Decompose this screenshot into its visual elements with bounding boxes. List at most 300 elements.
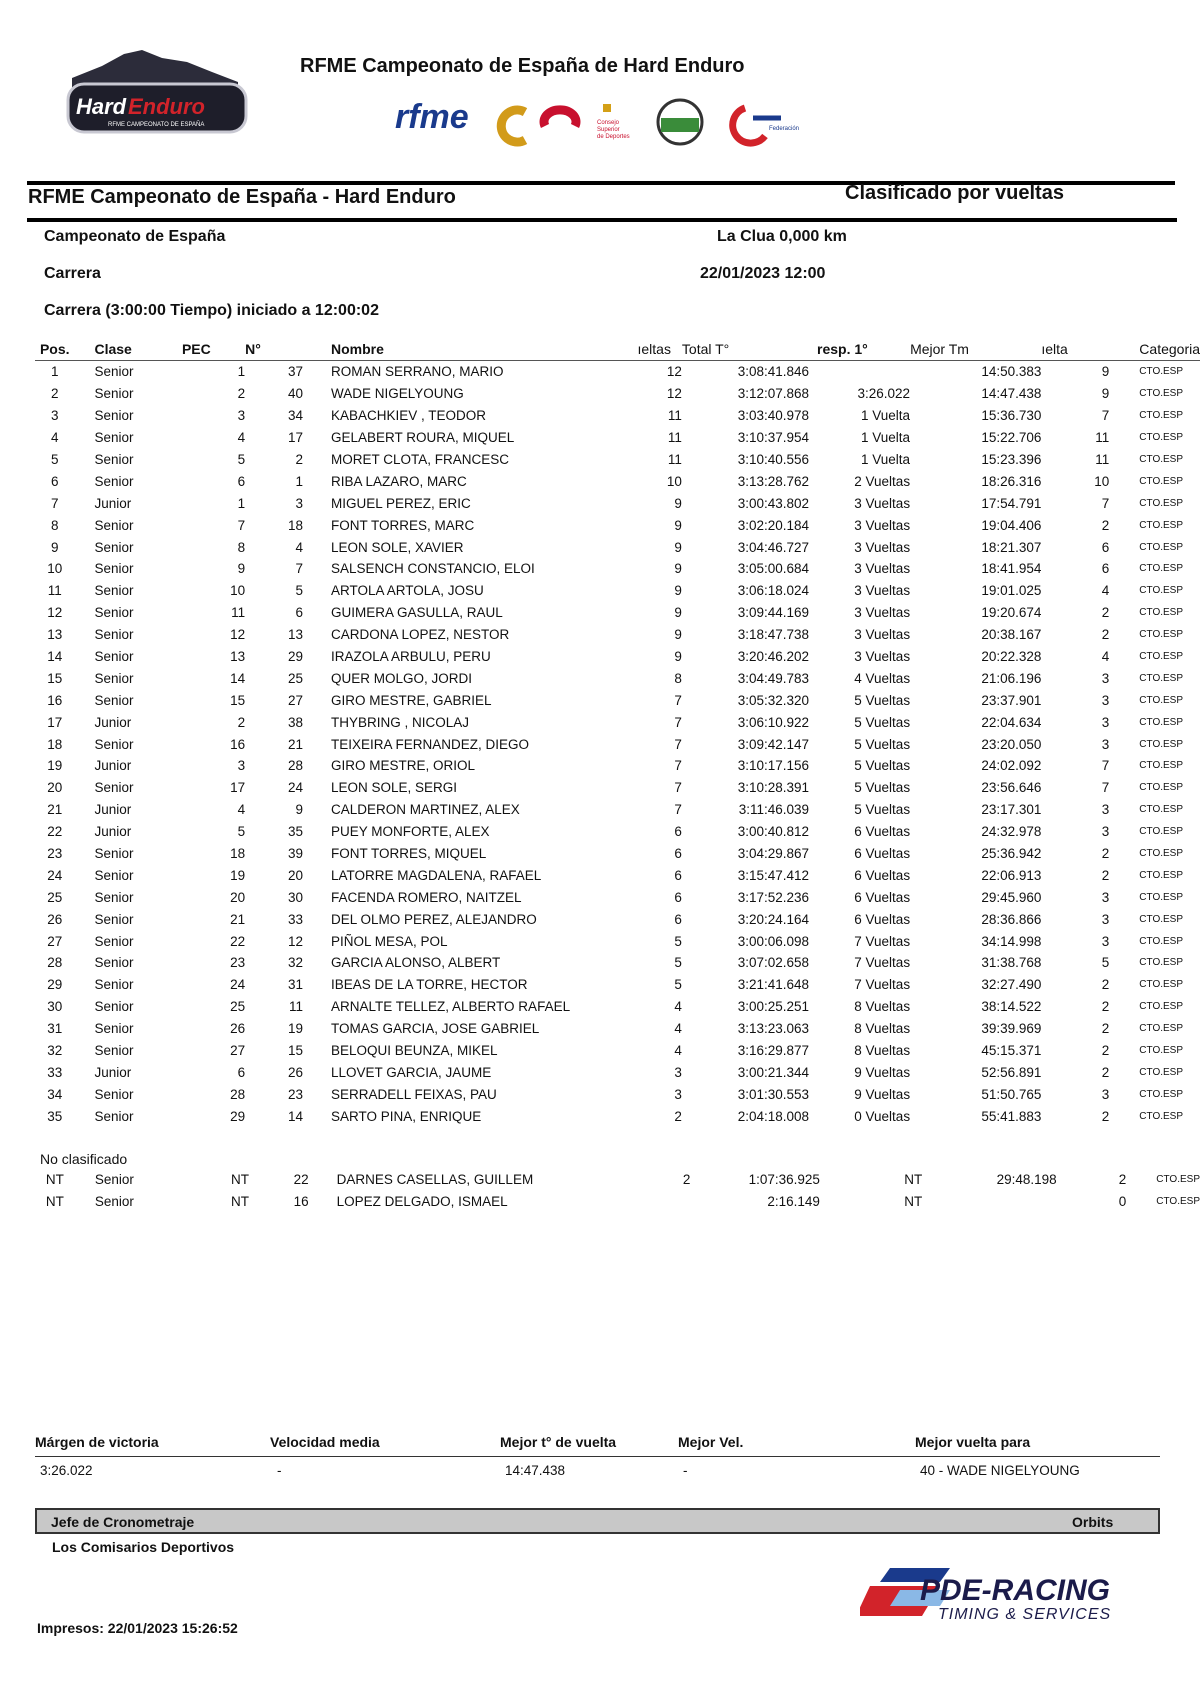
cell-mejor: 18:41.954 bbox=[981, 561, 1042, 577]
cell-vuelta: 7 bbox=[1101, 780, 1110, 796]
cell-categoria: CTO.ESP bbox=[1139, 388, 1184, 400]
cell-num: 17 bbox=[287, 430, 303, 446]
cell-vuelta: 3 bbox=[1101, 933, 1110, 949]
cell-num: 4 bbox=[295, 539, 303, 555]
cell-pos: 17 bbox=[47, 714, 63, 730]
cell-clase: Senior bbox=[94, 1194, 134, 1210]
cell-resp: 1 Vuelta bbox=[861, 430, 911, 446]
cell-pos: 3 bbox=[50, 408, 59, 424]
cell-pec: 13 bbox=[230, 649, 246, 665]
cell-resp: 3:26.022 bbox=[857, 386, 911, 402]
cell-nombre: LOPEZ DELGADO, ISMAEL bbox=[336, 1194, 508, 1210]
cell-vuelta: 2 bbox=[1101, 867, 1110, 883]
cell-vueltas: 4 bbox=[674, 999, 682, 1015]
cell-num: 15 bbox=[287, 1043, 303, 1059]
cell-pos: 10 bbox=[47, 561, 63, 577]
cell-num: 21 bbox=[287, 736, 303, 752]
cell-vueltas: 11 bbox=[667, 408, 682, 424]
cell-pec: 20 bbox=[230, 889, 246, 905]
cell-resp: 6 Vueltas bbox=[854, 824, 911, 840]
cell-clase: Senior bbox=[94, 517, 134, 533]
cell-mejor: 20:22.328 bbox=[981, 649, 1042, 665]
cell-total: 3:00:43.802 bbox=[737, 495, 810, 511]
table-row bbox=[35, 864, 1200, 886]
cell-resp: 6 Vueltas bbox=[854, 911, 911, 927]
cell-mejor: 25:36.942 bbox=[981, 846, 1042, 862]
cell-total: 3:12:07.868 bbox=[737, 386, 810, 402]
cell-vuelta: 10 bbox=[1094, 473, 1110, 489]
cell-vueltas: 9 bbox=[674, 539, 682, 555]
cell-vueltas: 9 bbox=[674, 627, 682, 643]
cell-resp: 3 Vueltas bbox=[854, 649, 911, 665]
cell-vueltas: 6 bbox=[674, 867, 682, 883]
cell-total: 3:04:29.867 bbox=[737, 846, 810, 862]
cell-pos: 25 bbox=[47, 889, 63, 905]
table-row bbox=[35, 405, 1200, 427]
table-row bbox=[35, 602, 1200, 624]
table-row bbox=[35, 1040, 1200, 1062]
cell-clase: Senior bbox=[94, 1021, 134, 1037]
cell-pos: 2 bbox=[50, 386, 59, 402]
cell-vueltas: 6 bbox=[674, 846, 682, 862]
cell-clase: Senior bbox=[94, 408, 134, 424]
table-row bbox=[35, 821, 1200, 843]
cell-categoria: CTO.ESP bbox=[1139, 1001, 1184, 1013]
timing-company: Orbits bbox=[1072, 1514, 1114, 1530]
cell-vueltas: 2 bbox=[682, 1172, 691, 1188]
table-row bbox=[35, 361, 1200, 383]
cell-mejor: 29:45.960 bbox=[981, 889, 1042, 905]
cell-clase: Senior bbox=[94, 1108, 134, 1124]
cell-pos: 21 bbox=[47, 802, 63, 818]
cell-resp: 8 Vueltas bbox=[854, 999, 911, 1015]
cell-pec: 22 bbox=[230, 933, 246, 949]
cell-pos: NT bbox=[45, 1172, 64, 1188]
results-header-row bbox=[35, 338, 1200, 361]
race-datetime: 22/01/2023 12:00 bbox=[700, 265, 826, 282]
logo-text-hard: Hard bbox=[76, 94, 127, 119]
cell-num: 23 bbox=[287, 1086, 303, 1102]
cell-pec: 8 bbox=[237, 539, 246, 555]
cell-categoria: CTO.ESP bbox=[1139, 1110, 1184, 1122]
cell-categoria: CTO.ESP bbox=[1139, 804, 1184, 816]
cell-vueltas: 3 bbox=[674, 1064, 682, 1080]
cell-total: 3:18:47.738 bbox=[737, 627, 810, 643]
cell-pos: 16 bbox=[47, 692, 63, 708]
cell-pec: 3 bbox=[237, 408, 246, 424]
cell-vuelta: 2 bbox=[1101, 846, 1110, 862]
cell-clase: Junior bbox=[94, 758, 132, 774]
cell-clase: Senior bbox=[94, 889, 134, 905]
hard-enduro-logo bbox=[62, 48, 252, 140]
cell-pos: 35 bbox=[47, 1108, 63, 1124]
svg-text:RFME CAMPEONATO DE ESPAÑA: RFME CAMPEONATO DE ESPAÑA bbox=[108, 122, 205, 128]
cell-pec: 28 bbox=[230, 1086, 246, 1102]
cell-pec: 6 bbox=[237, 473, 246, 489]
cell-resp bbox=[817, 361, 910, 383]
championship-label: Campeonato de España bbox=[44, 228, 226, 245]
cell-mejor: 24:32.978 bbox=[981, 824, 1042, 840]
cell-vuelta: 11 bbox=[1095, 430, 1110, 446]
cell-categoria: CTO.ESP bbox=[1139, 848, 1184, 860]
cell-vuelta: 2 bbox=[1118, 1172, 1127, 1188]
sort-label: Clasificado por vueltas bbox=[845, 182, 1064, 204]
cell-num: 26 bbox=[287, 1064, 303, 1080]
cell-total: 3:04:49.783 bbox=[737, 670, 810, 686]
cell-categoria: CTO.ESP bbox=[1139, 563, 1184, 575]
table-row bbox=[35, 974, 1200, 996]
table-row bbox=[35, 1191, 1200, 1213]
cell-total: 3:10:17.156 bbox=[737, 758, 810, 774]
cell-vuelta: 2 bbox=[1101, 1064, 1110, 1080]
cell-mejor: 23:20.050 bbox=[981, 736, 1042, 752]
cell-nombre: IRAZOLA ARBULU, PERU bbox=[330, 649, 491, 665]
best-lap-for-value: 40 - WADE NIGELYOUNG bbox=[920, 1463, 1080, 1478]
cell-num: 38 bbox=[287, 714, 303, 730]
cell-categoria: CTO.ESP bbox=[1139, 1023, 1184, 1035]
cell-vueltas: 5 bbox=[674, 955, 682, 971]
cell-vuelta: 4 bbox=[1101, 583, 1110, 599]
cell-num: 18 bbox=[287, 517, 303, 533]
cell-mejor: 19:04.406 bbox=[981, 517, 1042, 533]
cell-vueltas: 11 bbox=[667, 430, 682, 446]
cell-total: 3:15:47.412 bbox=[737, 867, 810, 883]
cell-total: 3:02:20.184 bbox=[737, 517, 810, 533]
cell-resp: 1 Vuelta bbox=[861, 408, 911, 424]
cell-mejor: 21:06.196 bbox=[981, 670, 1042, 686]
table-row bbox=[35, 558, 1200, 580]
cell-mejor: 19:20.674 bbox=[981, 605, 1042, 621]
col-pos: Pos. bbox=[35, 338, 74, 361]
cell-num: 28 bbox=[287, 758, 303, 774]
cell-mejor: 18:26.316 bbox=[981, 473, 1042, 489]
cell-total: 3:00:06.098 bbox=[737, 933, 810, 949]
cell-vuelta: 3 bbox=[1101, 824, 1110, 840]
cell-pos: 12 bbox=[47, 605, 63, 621]
cell-vuelta: 6 bbox=[1101, 561, 1110, 577]
svg-text:Superior: Superior bbox=[597, 127, 620, 133]
cell-nombre: MIGUEL PEREZ, ERIC bbox=[330, 495, 471, 511]
avg-speed-value: - bbox=[277, 1463, 282, 1478]
best-vel-value: - bbox=[683, 1463, 688, 1478]
table-row bbox=[35, 1062, 1200, 1084]
cell-num: 39 bbox=[287, 846, 303, 862]
cell-categoria: CTO.ESP bbox=[1139, 454, 1184, 465]
cell-nombre: CARDONA LOPEZ, NESTOR bbox=[330, 627, 510, 643]
cell-pos: 5 bbox=[50, 452, 59, 467]
race-detail: Carrera (3:00:00 Tiempo) iniciado a 12:00:02 bbox=[44, 302, 379, 319]
cell-categoria: CTO.ESP bbox=[1139, 935, 1184, 947]
cell-total: 3:13:23.063 bbox=[737, 1021, 810, 1037]
cell-pos: 34 bbox=[47, 1086, 63, 1102]
cell-clase: Senior bbox=[94, 999, 134, 1015]
cell-pos: 24 bbox=[47, 867, 63, 883]
cell-nombre: TEIXEIRA FERNANDEZ, DIEGO bbox=[330, 736, 530, 752]
cell-pos: 30 bbox=[47, 999, 63, 1015]
cell-nombre: RIBA LAZARO, MARC bbox=[330, 473, 467, 489]
cell-vueltas: 2 bbox=[674, 1108, 682, 1124]
cell-categoria: CTO.ESP bbox=[1139, 738, 1184, 750]
cell-total: 3:00:40.812 bbox=[737, 824, 810, 840]
cell-pos: 7 bbox=[50, 495, 59, 511]
cell-categoria: CTO.ESP bbox=[1139, 957, 1184, 969]
cell-clase: Senior bbox=[94, 649, 134, 665]
cell-total: 3:13:28.762 bbox=[737, 473, 810, 489]
cell-total: 3:10:40.556 bbox=[737, 452, 810, 467]
table-row bbox=[35, 383, 1200, 405]
cell-categoria: CTO.ESP bbox=[1139, 913, 1184, 925]
cell-nombre: MORET CLOTA, FRANCESC bbox=[330, 452, 510, 467]
best-lap-for-label: Mejor vuelta para bbox=[915, 1434, 1031, 1450]
cell-categoria: CTO.ESP bbox=[1139, 891, 1184, 903]
results-table bbox=[35, 338, 1200, 1127]
cell-total: 3:04:46.727 bbox=[737, 539, 810, 555]
cell-vuelta: 3 bbox=[1101, 1086, 1110, 1102]
cell-num: 11 bbox=[288, 999, 303, 1015]
cell-nombre: THYBRING , NICOLAJ bbox=[330, 714, 470, 730]
cell-mejor: 31:38.768 bbox=[981, 955, 1042, 971]
timing-chief-label: Jefe de Cronometraje bbox=[51, 1514, 195, 1530]
cell-mejor: 23:17.301 bbox=[981, 802, 1042, 818]
cell-pec: 24 bbox=[230, 977, 246, 993]
table-row bbox=[35, 996, 1200, 1018]
cell-pec: 9 bbox=[237, 561, 246, 577]
table-row bbox=[35, 733, 1200, 755]
cell-vueltas: 9 bbox=[674, 605, 682, 621]
cell-vuelta: 2 bbox=[1101, 977, 1110, 993]
cell-vuelta: 3 bbox=[1101, 736, 1110, 752]
cell-num: 35 bbox=[287, 824, 303, 840]
table-row bbox=[35, 1083, 1200, 1105]
cell-pos: 29 bbox=[47, 977, 63, 993]
cell-nombre: IBEAS DE LA TORRE, HECTOR bbox=[330, 977, 528, 993]
cell-clase: Senior bbox=[94, 1172, 134, 1188]
cell-vuelta: 2 bbox=[1101, 1043, 1110, 1059]
cell-pos: 31 bbox=[47, 1021, 63, 1037]
cell-pos: 20 bbox=[47, 780, 63, 796]
cell-clase: Senior bbox=[94, 386, 134, 402]
cell-categoria: CTO.ESP bbox=[1139, 826, 1184, 838]
cell-vuelta: 9 bbox=[1101, 386, 1110, 402]
cell-mejor: 20:38.167 bbox=[981, 627, 1042, 643]
cell-resp: 0 Vueltas bbox=[854, 1108, 911, 1124]
pde-brand-subtext: TIMING & SERVICES bbox=[938, 1606, 1112, 1623]
cell-vueltas: 9 bbox=[674, 583, 682, 599]
cell-pos: 13 bbox=[47, 627, 63, 643]
cell-resp: 3 Vueltas bbox=[854, 627, 911, 643]
cell-pos: 26 bbox=[47, 911, 63, 927]
table-row bbox=[35, 667, 1200, 689]
cell-pec: 14 bbox=[230, 670, 246, 686]
cell-nombre: DARNES CASELLAS, GUILLEM bbox=[336, 1172, 534, 1188]
pde-brand-text: PDE-RACING bbox=[920, 1574, 1111, 1607]
cell-vuelta: 3 bbox=[1101, 670, 1110, 686]
cell-clase: Junior bbox=[94, 802, 132, 818]
cell-categoria: CTO.ESP bbox=[1139, 672, 1184, 684]
cell-vueltas: 4 bbox=[674, 1043, 682, 1059]
cell-pec: 1 bbox=[237, 364, 246, 380]
cell-nombre: PIÑOL MESA, POL bbox=[330, 933, 448, 949]
cell-pec: 10 bbox=[230, 583, 246, 599]
cell-pec: 16 bbox=[230, 736, 246, 752]
cell-resp: 7 Vueltas bbox=[854, 933, 911, 949]
cell-mejor: 14:50.383 bbox=[981, 364, 1042, 380]
cell-mejor: 22:06.913 bbox=[981, 867, 1042, 883]
cell-clase: Senior bbox=[94, 583, 134, 599]
table-row bbox=[35, 755, 1200, 777]
svg-text:de Deportes: de Deportes bbox=[597, 134, 630, 140]
cell-nombre: GUIMERA GASULLA, RAUL bbox=[330, 605, 503, 621]
table-row bbox=[35, 777, 1200, 799]
cell-num: 7 bbox=[295, 561, 303, 577]
cell-vueltas: 11 bbox=[667, 452, 682, 467]
header-title: RFME Campeonato de España de Hard Enduro bbox=[300, 55, 745, 77]
cell-resp: 9 Vueltas bbox=[854, 1064, 911, 1080]
cell-pec: 27 bbox=[230, 1043, 246, 1059]
best-lap-value: 14:47.438 bbox=[505, 1463, 566, 1478]
cell-total: 3:06:18.024 bbox=[737, 583, 810, 599]
cell-num: 29 bbox=[287, 649, 303, 665]
cell-total: 3:10:37.954 bbox=[737, 430, 810, 446]
table-row bbox=[35, 646, 1200, 668]
cell-categoria: CTO.ESP bbox=[1139, 1088, 1184, 1100]
cell-categoria: CTO.ESP bbox=[1139, 760, 1184, 772]
cell-clase: Senior bbox=[94, 736, 134, 752]
cell-resp: NT bbox=[904, 1194, 923, 1210]
cell-mejor: 45:15.371 bbox=[981, 1043, 1042, 1059]
best-lap-label: Mejor t° de vuelta bbox=[500, 1434, 617, 1450]
cell-categoria: CTO.ESP bbox=[1139, 497, 1184, 509]
cell-clase: Senior bbox=[94, 670, 134, 686]
cell-vueltas: 10 bbox=[666, 473, 682, 489]
cell-nombre: ARNALTE TELLEZ, ALBERTO RAFAEL bbox=[330, 999, 571, 1015]
cell-resp: 6 Vueltas bbox=[854, 867, 911, 883]
col-total: Total T° bbox=[682, 338, 817, 361]
cell-vuelta: 11 bbox=[1095, 452, 1110, 467]
cell-nombre: GIRO MESTRE, GABRIEL bbox=[330, 692, 492, 708]
sponsor-logos bbox=[395, 98, 865, 150]
cell-total: 3:20:24.164 bbox=[737, 911, 810, 927]
cell-mejor: 29:48.198 bbox=[996, 1172, 1057, 1188]
cell-total: 3:21:41.648 bbox=[737, 977, 810, 993]
cell-num: 1 bbox=[295, 473, 303, 489]
printed-timestamp: Impresos: 22/01/2023 15:26:52 bbox=[37, 1620, 238, 1636]
table-row bbox=[35, 427, 1200, 449]
cell-pec: 18 bbox=[230, 846, 246, 862]
margin-label: Márgen de victoria bbox=[35, 1434, 159, 1450]
cell-pos: 32 bbox=[47, 1043, 63, 1059]
cell-vuelta: 0 bbox=[1118, 1194, 1127, 1210]
cell-vueltas: 3 bbox=[674, 1086, 682, 1102]
cell-clase: Senior bbox=[94, 692, 134, 708]
svg-text:Enduro: Enduro bbox=[128, 94, 205, 119]
summary-rule bbox=[35, 1456, 1160, 1457]
cell-vueltas: 12 bbox=[666, 386, 682, 402]
cell-vuelta: 6 bbox=[1101, 539, 1110, 555]
cell-vueltas: 9 bbox=[674, 561, 682, 577]
cell-total: 3:17:52.236 bbox=[737, 889, 810, 905]
cell-pec: 21 bbox=[230, 911, 246, 927]
cell-mejor: 19:01.025 bbox=[981, 583, 1042, 599]
cell-total: 3:10:28.391 bbox=[737, 780, 810, 796]
cell-clase: Senior bbox=[94, 539, 134, 555]
col-resp: resp. 1° bbox=[817, 338, 910, 361]
cell-categoria: CTO.ESP bbox=[1139, 410, 1184, 422]
cell-num: 34 bbox=[287, 408, 303, 424]
col-vueltas: ıeltas bbox=[637, 338, 681, 361]
cell-vuelta: 2 bbox=[1101, 999, 1110, 1015]
cell-num: 5 bbox=[295, 583, 303, 599]
cell-resp: 7 Vueltas bbox=[854, 977, 911, 993]
cell-num: 16 bbox=[293, 1194, 309, 1210]
cell-vueltas: 7 bbox=[674, 758, 682, 774]
cell-pec: 29 bbox=[230, 1108, 246, 1124]
cell-nombre: ARTOLA ARTOLA, JOSU bbox=[330, 583, 484, 599]
cell-mejor: 34:14.998 bbox=[981, 933, 1042, 949]
cell-vuelta: 7 bbox=[1101, 495, 1110, 511]
cell-total: 3:07:02.658 bbox=[737, 955, 810, 971]
cell-categoria: CTO.ESP bbox=[1139, 716, 1184, 728]
cell-vueltas: 7 bbox=[674, 714, 682, 730]
cell-pec: 3 bbox=[237, 758, 246, 774]
cell-pos: 1 bbox=[50, 364, 59, 380]
cell-nombre: PUEY MONFORTE, ALEX bbox=[330, 824, 490, 840]
cell-pos: 27 bbox=[47, 933, 63, 949]
cell-vueltas: 9 bbox=[674, 495, 682, 511]
cell-mejor: 32:27.490 bbox=[981, 977, 1042, 993]
cell-mejor: 18:21.307 bbox=[981, 539, 1042, 555]
cell-nombre: GELABERT ROURA, MIQUEL bbox=[330, 430, 515, 446]
cell-vueltas: 6 bbox=[674, 889, 682, 905]
cell-clase: Senior bbox=[94, 846, 134, 862]
cell-resp: NT bbox=[904, 1172, 923, 1188]
cell-vueltas: 8 bbox=[674, 670, 682, 686]
svg-text:Consejo: Consejo bbox=[597, 120, 620, 126]
cell-vuelta: 4 bbox=[1101, 649, 1110, 665]
table-row bbox=[35, 449, 1200, 471]
cell-resp: 5 Vueltas bbox=[854, 714, 911, 730]
table-row bbox=[35, 492, 1200, 514]
cell-total: 3:01:30.553 bbox=[737, 1086, 810, 1102]
cell-vueltas: 9 bbox=[674, 517, 682, 533]
pde-racing-logo bbox=[860, 1560, 1180, 1635]
cell-pec: NT bbox=[231, 1172, 249, 1188]
cell-resp: 5 Vueltas bbox=[854, 736, 911, 752]
cell-num: 9 bbox=[295, 802, 303, 818]
cell-num: 19 bbox=[287, 1021, 303, 1037]
cell-pec: 2 bbox=[237, 714, 246, 730]
cell-clase: Senior bbox=[94, 1043, 134, 1059]
cell-total: 3:16:29.877 bbox=[737, 1043, 810, 1059]
band-bottom-rule bbox=[27, 218, 1177, 222]
cell-vueltas: 6 bbox=[674, 824, 682, 840]
cell-clase: Senior bbox=[94, 911, 134, 927]
cell-categoria: CTO.ESP bbox=[1156, 1174, 1200, 1186]
cell-num: 25 bbox=[287, 670, 303, 686]
cell-clase: Junior bbox=[94, 824, 132, 840]
cell-pos: 15 bbox=[47, 670, 63, 686]
col-categoria: Categoria bbox=[1109, 338, 1200, 361]
cell-vuelta: 2 bbox=[1101, 1108, 1110, 1124]
cell-clase: Senior bbox=[94, 430, 134, 446]
cell-categoria: CTO.ESP bbox=[1139, 475, 1184, 487]
cell-total: 3:06:10.922 bbox=[737, 714, 810, 730]
cell-nombre: TOMAS GARCIA, JOSE GABRIEL bbox=[330, 1021, 540, 1037]
cell-vueltas: 12 bbox=[666, 364, 682, 380]
cell-vueltas bbox=[646, 1191, 691, 1213]
table-row bbox=[35, 514, 1200, 536]
cell-resp: 5 Vueltas bbox=[854, 780, 911, 796]
